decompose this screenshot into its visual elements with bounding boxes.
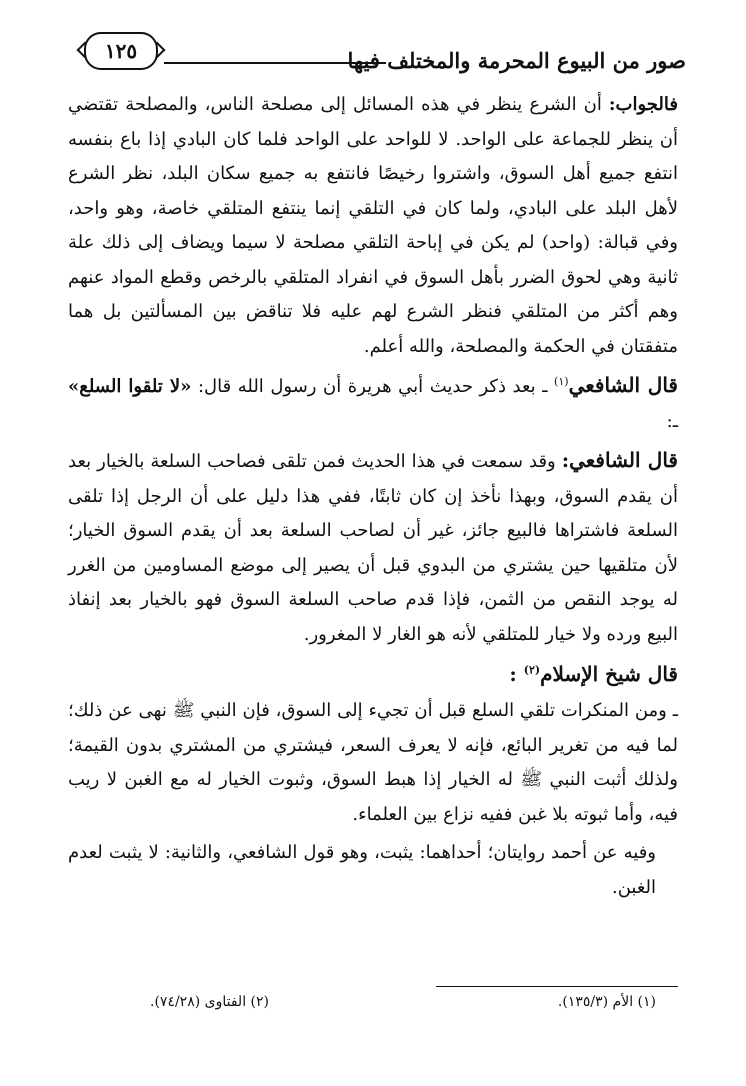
sheikh-heading-tail: : bbox=[509, 662, 524, 686]
shafii-intro-text: ـ بعد ذكر حديث أبي هريرة أن رسول الله قال: bbox=[191, 376, 555, 397]
footnote-ref-2: (٢) bbox=[523, 663, 541, 677]
answer-label: فالجواب: bbox=[608, 94, 678, 115]
answer-paragraph bbox=[68, 88, 678, 364]
sheikh-paragraph bbox=[68, 694, 678, 832]
sheikh-heading bbox=[68, 656, 678, 692]
sheikh-text: ـ ومن المنكرات تلقي السلع قبل أن تجيء إلى السوق، فإن النبي ﷺ نهى عن ذلك؛ لما فيه من تغرير البائع، فإنه لا يعرف السعر، فيشتري من المشتري بدون القيمة؛ ولذلك أثبت النبي ﷺ له الخيار إذا هبط السوق، وثبوت الخيار له مع الغبن لا ريب فيه، وأما ثبوته بلا غبن ففيه نزاع بين العلماء. bbox=[68, 700, 678, 825]
footnote-rule bbox=[436, 986, 678, 987]
footnote-ref-1: (١) bbox=[554, 375, 569, 388]
footnote-1: (١) الأم (١٣٥/٣). bbox=[557, 994, 656, 1010]
shafii-paragraph bbox=[68, 443, 678, 652]
ahmad-text: وفيه عن أحمد روايتان؛ أحداهما: يثبت، وهو قول الشافعي، والثانية: لا يثبت لعدم الغبن. bbox=[68, 842, 656, 898]
sheikh-heading-text: قال شيخ الإسلام bbox=[540, 662, 678, 686]
header-rule bbox=[164, 62, 386, 64]
hadith-text: «لا تلقوا السلع» bbox=[68, 376, 192, 397]
body-text bbox=[68, 88, 678, 909]
shafii-label: قال الشافعي bbox=[568, 373, 678, 397]
footnotes bbox=[150, 994, 656, 1010]
answer-text: أن الشرع ينظر في هذه المسائل إلى مصلحة الناس، والمصلحة تقتضي أن ينظر للجماعة على الواحد. لا للواحد على الواحد فلما كان البادي إذا باع بنفسه انتفع جميع أهل السوق، واشتروا رخيصًا فانتفع به جميع سكان البلد، نظر الشرع لأهل البلد على البادي، ولما كان في التلقي إنما ينتفع المتلقي خاصة، وهو واحد، وفي قبالة: (واحد) لم يكن في إباحة التلقي مصلحة لا سيما ويضاف إلى ذلك علة ثانية وهي لحوق الضرر بأهل السوق في انفراد المتلقي بالرخص وقطع المواد عنهم وهم أكثر من المتلقي فنظر الشرع لهم عليه فلا تناقض بين المسألتين بل هما متفقتان في الحكمة والمصلحة، والله أعلم. bbox=[68, 94, 679, 357]
page-number: ١٢٥ bbox=[84, 32, 158, 70]
shafii-label-2: قال الشافعي: bbox=[561, 448, 678, 472]
shafii-intro-tail: ـ: bbox=[666, 410, 678, 432]
footnote-2: (٢) الفتاوى (٧٤/٢٨). bbox=[150, 994, 269, 1010]
running-title: صور من البيوع المحرمة والمختلف فيها bbox=[347, 48, 686, 73]
ahmad-paragraph bbox=[68, 836, 678, 905]
page-header bbox=[84, 30, 686, 76]
shafii-text: وقد سمعت في هذا الحديث فمن تلقى فصاحب السلعة بالخيار بعد أن يقدم السوق، وبهذا نأخذ إن كان ثابتًا، ففي هذا دليل على أن الرجل إذا تلقى السلعة فاشتراها فالبيع جائز، غير أن لصاحب السلعة بعد أن يقدم السوق الخيار؛ لأن متلقيها حين يشتري من البدوي قبل أن يصير إلى موضع المساومين من الغرر له يوجد النقص من الثمن، فإذا قدم صاحب السلعة السوق فهو بالخيار بعد إنفاذ البيع ورده ولا خيار للمتلقي لأنه هو الغار لا المغرور. bbox=[68, 451, 678, 645]
shafii-quote-intro bbox=[68, 368, 678, 439]
